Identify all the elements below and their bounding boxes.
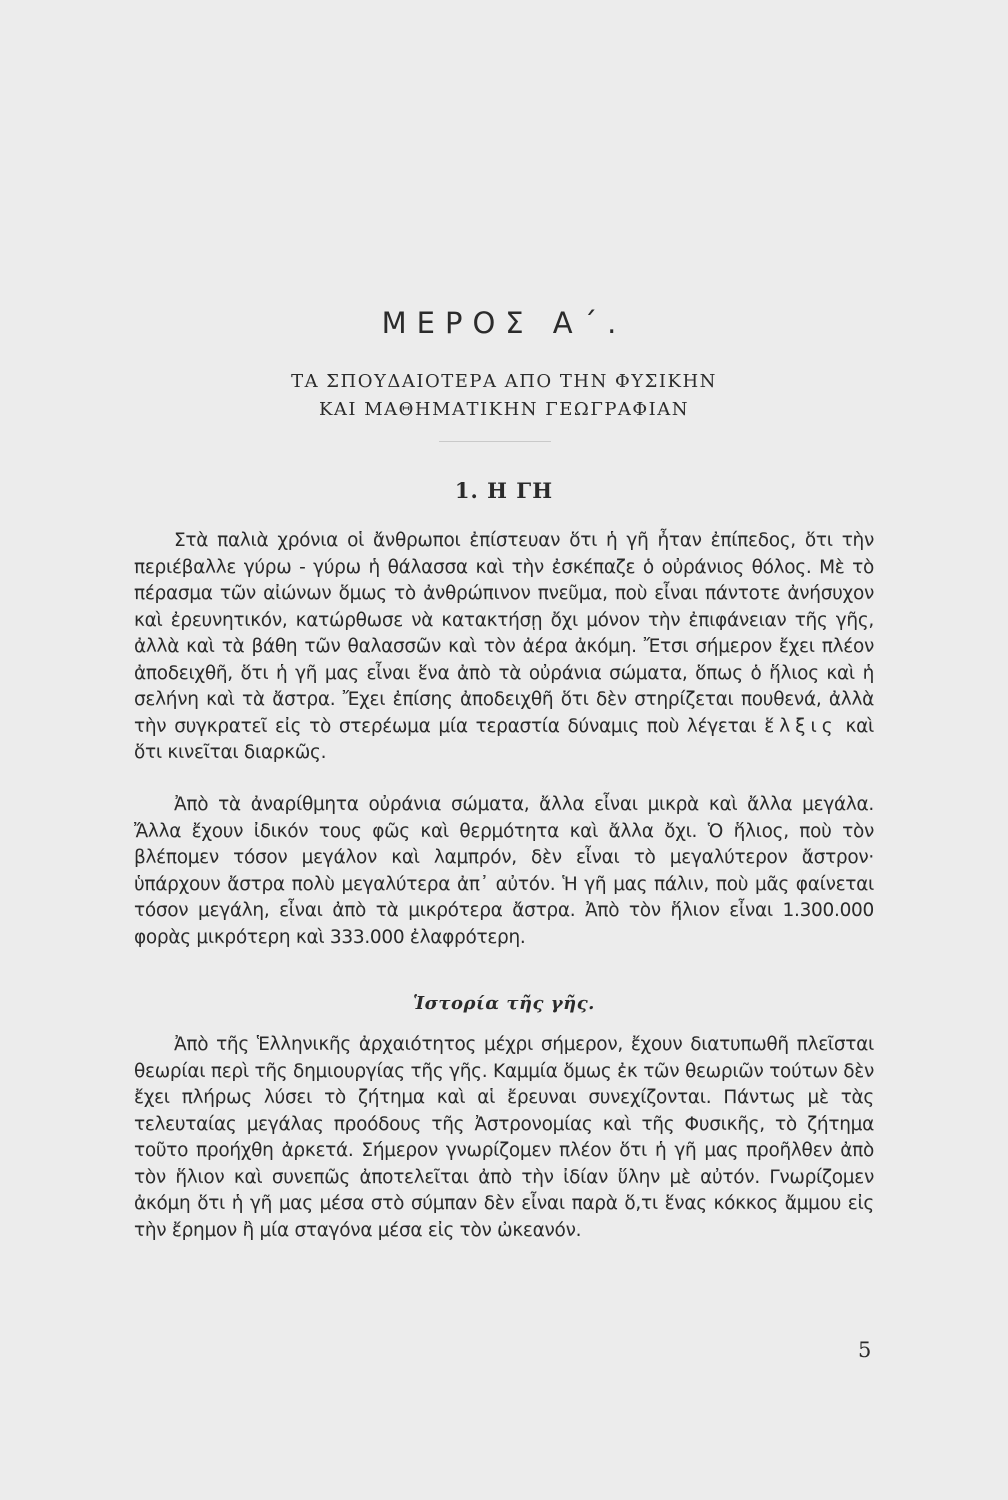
section-title: Ἱστορία τῆς γῆς. — [413, 993, 595, 1014]
page-number: 5 — [858, 1338, 872, 1362]
chapter-paragraph-1 — [134, 528, 874, 767]
title-divider — [439, 441, 551, 442]
section-paragraph: Ἀπὸ τῆς Ἑλληνικῆς ἀρχαιότητος μέχρι σήμερον, ἔχουν διατυπωθῆ πλεῖσται θεωρίαι περὶ τῆς δημιουργίας τῆς γῆς. Καμμία ὅμως ἐκ τῶν θεωριῶν τούτων δὲν ἔχει πλήρως λύσει τὸ ζήτημα καὶ αἱ ἔρευναι συνεχίζονται. Πάντως μὲ τὰς τελευταίας μεγάλας προόδους τῆς Ἀστρονομίας καὶ τῆς Φυσικῆς, τὸ ζήτημα τοῦτο προήχθη ἀρκετά. Σήμερον γνωρίζομεν πλέον ὅτι ἡ γῆ μας προῆλθεν ἀπὸ τὸν ἥλιον καὶ συνεπῶς ἀποτελεῖται ἀπὸ τὴν ἰδίαν ὕλην μὲ αὐτόν. Γνωρίζομεν ἀκόμη ὅτι ἡ γῆ μας μέσα στὸ σύμπαν δὲν εἶναι παρὰ ὅ,τι ἕνας κόκκος ἄμμου εἰς τὴν ἔρημον ἢ μία σταγόνα μέσα εἰς τὸν ὠκεανόν. — [134, 1034, 874, 1241]
part-subtitle — [0, 368, 1008, 424]
spaced-term-elxis: ἕλξις — [764, 715, 838, 737]
part-subtitle-line-2: ΚΑΙ ΜΑΘΗΜΑΤΙΚΗΝ ΓΕΩΓΡΑΦΙΑΝ — [318, 399, 690, 420]
paragraph-1-ending: καὶ ὅτι κινεῖται διαρκῶς. — [134, 715, 874, 763]
part-subtitle-line-1: ΤΑ ΣΠΟΥΔΑΙΟΤΕΡΑ ΑΠΟ ΤΗΝ ΦΥΣΙΚΗΝ — [291, 371, 717, 392]
part-title: ΜΕΡΟΣ Α΄. — [381, 306, 627, 340]
chapter-title: 1. Η ΓΗ — [454, 478, 554, 503]
paragraph-1-text: Στὰ παλιὰ χρόνια οἱ ἄνθρωποι ἐπίστευαν ὅτι ἡ γῆ ἦταν ἐπίπεδος, ὅτι τὴν περιέβαλλε γύρω - γύρω ἡ θάλασσα καὶ τὴν ἐσκέπαζε ὁ οὐράνιος θόλος. Μὲ τὸ πέρασμα τῶν αἰώνων ὅμως τὸ ἀνθρώπινον πνεῦμα, ποὺ εἶναι πάντοτε ἀνήσυχον καὶ ἐρευνητικόν, κατώρθωσε νὰ κατακτήσῃ ὄχι μόνον τὴν ἐπιφάνειαν τῆς γῆς, ἀλλὰ καὶ τὰ βάθη τῶν θαλασσῶν καὶ τὸν ἀέρα ἀκόμη. Ἔτσι σήμερον ἔχει πλέον ἀποδειχθῆ, ὅτι ἡ γῆ μας εἶναι ἕνα ἀπὸ τὰ οὐράνια σώματα, ὅπως ὁ ἥλιος καὶ ἡ σελήνη καὶ τὰ ἄστρα. Ἔχει ἐπίσης ἀποδειχθῆ ὅτι δὲν στηρίζεται πουθενά, ἀλλὰ τὴν συγκρατεῖ εἰς τὸ στερέωμα μία τεραστία δύναμις ποὺ λέγεται — [134, 530, 874, 737]
chapter-paragraph-2: Ἀπὸ τὰ ἀναρίθμητα οὐράνια σώματα, ἄλλα εἶναι μικρὰ καὶ ἄλλα μεγάλα. Ἄλλα ἔχουν ἰδικόν τους φῶς καὶ θερμότητα καὶ ἄλλα ὄχι. Ὁ ἥλιος, ποὺ τὸν βλέπομεν τόσον μεγάλον καὶ λαμπρόν, δὲν εἶναι τὸ μεγαλύτερον ἄστρον· ὑπάρχουν ἄστρα πολὺ μεγαλύτερα ἀπ᾽ αὐτόν. Ἡ γῆ μας πάλιν, ποὺ μᾶς φαίνεται τόσον μεγάλη, εἶναι ἀπὸ τὰ μικρότερα ἄστρα. Ἀπὸ τὸν ἥλιον εἶναι 1.300.000 φορὰς μικρότερη καὶ 333.000 ἐλαφρότερη. — [134, 794, 874, 948]
